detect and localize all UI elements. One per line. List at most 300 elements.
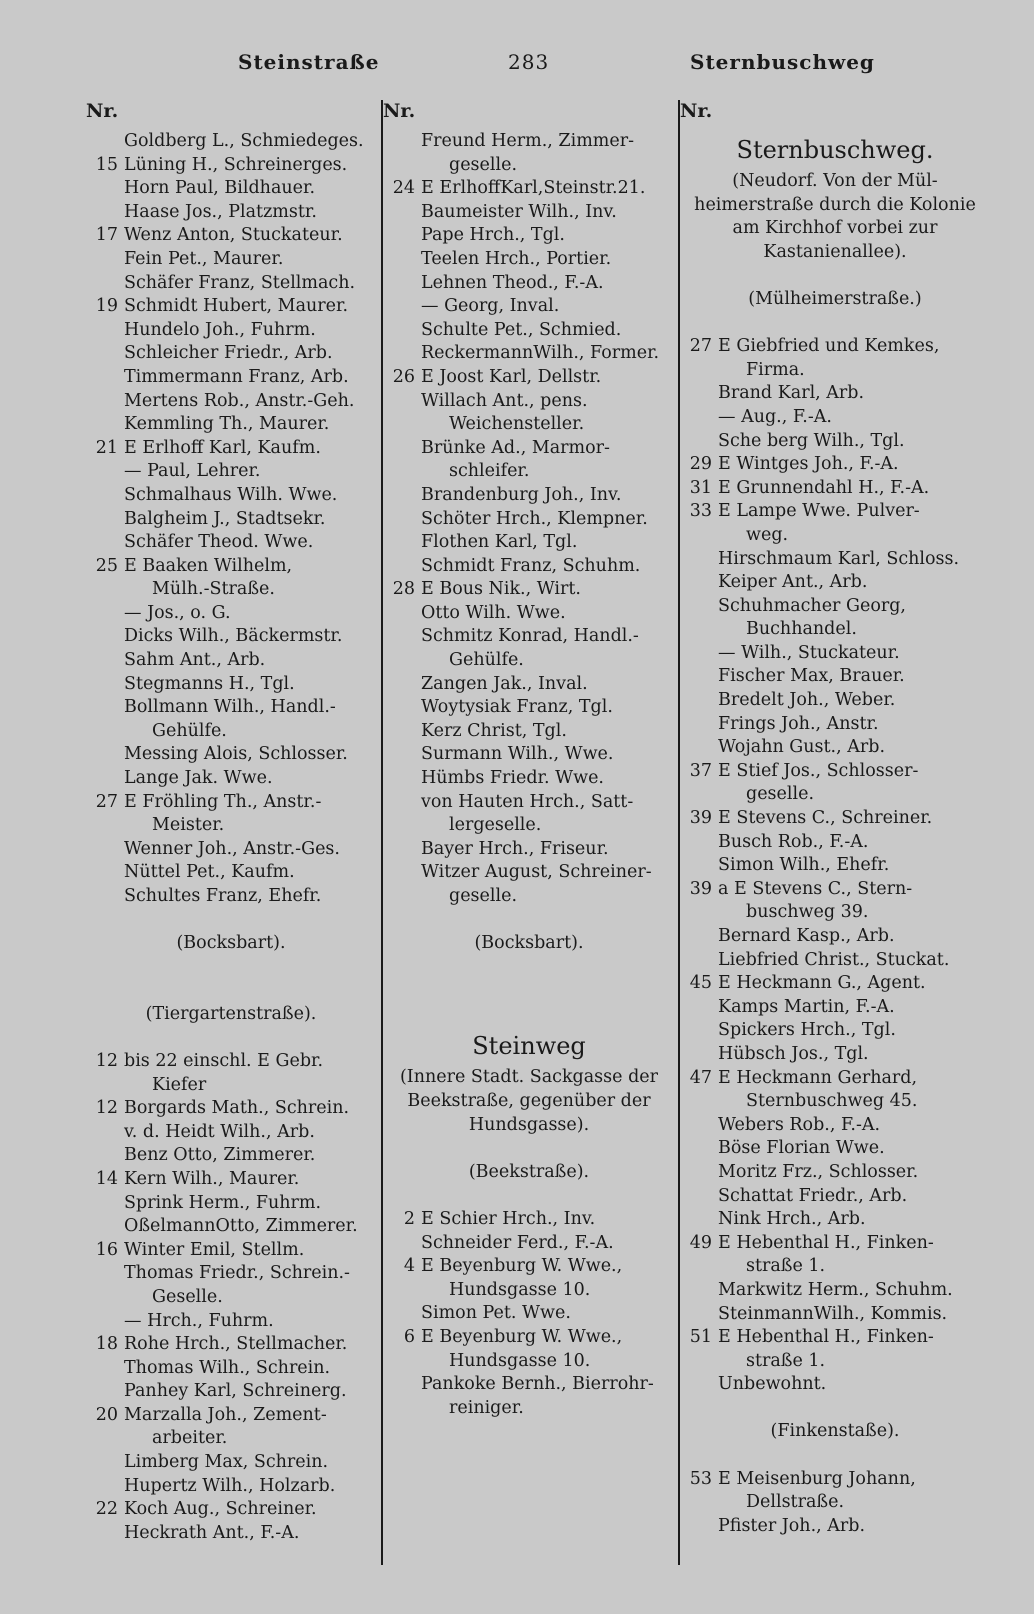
entry-line xyxy=(86,649,376,673)
entry-line xyxy=(680,1468,990,1492)
entry-text: Schäfer Theod. Wwe. xyxy=(124,532,314,553)
nr-label: Nr. xyxy=(680,100,713,122)
entry-text: E Heckmann G., Agent. xyxy=(718,973,926,994)
entry-line xyxy=(383,1208,675,1232)
entry-line xyxy=(383,1326,675,1350)
nr-label: Nr. xyxy=(383,100,416,122)
entry-line xyxy=(86,508,376,532)
entry-line xyxy=(383,1232,675,1256)
entry-line xyxy=(383,130,675,154)
entry-text: Bernard Kasp., Arb. xyxy=(718,926,895,946)
house-number: 25 xyxy=(95,555,118,576)
entry-text: Schmidt Hubert, Maurer. xyxy=(124,296,349,317)
entry-line xyxy=(86,1074,376,1098)
entry-line xyxy=(680,996,990,1020)
entry-line xyxy=(680,1420,990,1444)
entry-line xyxy=(86,1357,376,1381)
entry-text: E Heckmann Gerhard, xyxy=(718,1067,918,1088)
spacer xyxy=(86,909,376,933)
spacer xyxy=(383,1137,675,1161)
entry-text: Sprink Herm., Fuhrm. xyxy=(124,1192,322,1213)
entry-text: Lange Jak. Wwe. xyxy=(124,768,273,789)
house-number: 31 xyxy=(689,477,712,498)
entry-line xyxy=(86,861,376,885)
entry-text: Weichensteller. xyxy=(449,414,585,435)
entry-text: (Beekstraße). xyxy=(468,1161,590,1182)
entry-line xyxy=(383,319,675,343)
entry-line xyxy=(383,932,675,956)
entry-text: straße 1. xyxy=(746,1256,826,1277)
entry-line xyxy=(86,1192,376,1216)
entry-line xyxy=(680,170,990,194)
entry-line xyxy=(680,713,990,737)
entry-text: Sternbuschweg. xyxy=(736,136,934,164)
entry-line xyxy=(680,807,990,831)
entry-line xyxy=(383,673,675,697)
entry-text: Timmermann Franz, Arb. xyxy=(124,366,349,387)
entry-line xyxy=(383,342,675,366)
entry-text: Messing Alois, Schlosser. xyxy=(124,744,348,765)
entry-text: Freund Herm., Zimmer- xyxy=(421,131,635,151)
spacer xyxy=(383,1184,675,1208)
entry-text: Fein Pet., Maurer. xyxy=(124,248,284,269)
entry-line xyxy=(383,154,675,178)
entry-line xyxy=(680,571,990,595)
entry-text: Mertens Rob., Anstr.-Geh. xyxy=(124,390,355,411)
entry-text: (Bocksbart). xyxy=(474,933,584,954)
entry-text: buschweg 39. xyxy=(746,902,869,923)
entry-text: Gehülfe. xyxy=(449,650,524,671)
entry-text: Teelen Hrch., Portier. xyxy=(421,248,612,269)
entry-text: Hundsgasse 10. xyxy=(449,1350,591,1371)
entry-line xyxy=(383,602,675,626)
entry-text: (Finkenstaße). xyxy=(770,1421,900,1442)
entry-text: Firma. xyxy=(746,359,805,380)
entry-text: Hundelo Joh., Fuhrm. xyxy=(124,319,316,340)
entry-line xyxy=(680,1232,990,1256)
entry-text: (Neudorf. Von der Mül- xyxy=(732,171,938,191)
entry-text: (Innere Stadt. Sackgasse der xyxy=(399,1067,658,1088)
entry-line xyxy=(383,720,675,744)
entry-line xyxy=(383,838,675,862)
entry-text: Nink Hrch., Arb. xyxy=(718,1209,866,1230)
entry-line xyxy=(680,453,990,477)
entry-text: weg. xyxy=(746,524,789,545)
entry-line xyxy=(680,1350,990,1374)
house-number: 6 xyxy=(403,1326,415,1347)
house-number: 47 xyxy=(689,1067,712,1088)
entry-line xyxy=(680,1137,990,1161)
entry-text: E ErlhoffKarl,Steinstr.21. xyxy=(421,178,646,199)
entry-text: Liebfried Christ., Stuckat. xyxy=(718,949,950,970)
entry-text: Schäfer Franz, Stellmach. xyxy=(124,272,356,293)
entry-text: E Baaken Wilhelm, xyxy=(124,555,293,576)
entry-text: (Mülheimerstraße.) xyxy=(748,288,922,309)
house-number: 21 xyxy=(95,437,118,458)
house-number: 49 xyxy=(689,1232,712,1253)
entry-line xyxy=(86,791,376,815)
entry-text: Mülh.-Straße. xyxy=(152,579,275,600)
entry-text: Sternbuschweg 45. xyxy=(746,1091,918,1112)
entry-text: Simon Pet. Wwe. xyxy=(421,1303,571,1324)
entry-line xyxy=(86,460,376,484)
entry-line xyxy=(86,1286,376,1310)
entry-text: E Grunnendahl H., F.-A. xyxy=(718,477,930,498)
entry-line xyxy=(680,783,990,807)
entry-line xyxy=(383,696,675,720)
entry-line xyxy=(383,861,675,885)
entry-line xyxy=(86,413,376,437)
entry-text: Benz Otto, Zimmerer. xyxy=(124,1145,316,1166)
entry-line xyxy=(383,295,675,319)
entry-line xyxy=(383,767,675,791)
entry-text: Busch Rob., F.-A. xyxy=(718,831,869,852)
entry-text: Pape Hrch., Tgl. xyxy=(421,225,565,246)
entry-line xyxy=(680,1019,990,1043)
entry-line xyxy=(86,484,376,508)
entry-text: lergeselle. xyxy=(449,815,542,836)
entry-line xyxy=(383,885,675,909)
entry-line xyxy=(680,524,990,548)
entry-line xyxy=(86,932,376,956)
entry-text: von Hauten Hrch., Satt- xyxy=(421,791,634,812)
entry-line xyxy=(383,649,675,673)
entry-line xyxy=(680,901,990,925)
house-number: 2 xyxy=(403,1208,415,1229)
entry-line xyxy=(680,1303,990,1327)
entry-line xyxy=(86,1522,376,1546)
spacer xyxy=(383,909,675,933)
entry-line xyxy=(383,1397,675,1421)
house-number: 45 xyxy=(689,973,712,994)
entry-line xyxy=(86,130,376,154)
entry-line xyxy=(86,1475,376,1499)
entry-line xyxy=(86,767,376,791)
entry-text: (Bocksbart). xyxy=(176,933,286,954)
entry-text: Haase Jos., Platzmstr. xyxy=(124,201,317,222)
entry-line xyxy=(86,342,376,366)
entry-line xyxy=(680,288,990,312)
column-1 xyxy=(86,100,376,1545)
entry-text: E Bous Nik., Wirt. xyxy=(421,579,581,600)
entry-line xyxy=(383,272,675,296)
entry-text: Baumeister Wilh., Inv. xyxy=(421,201,617,222)
entry-line xyxy=(680,1326,990,1350)
entry-text: Meister. xyxy=(152,815,225,836)
entry-text: Geselle. xyxy=(152,1286,223,1307)
entry-text: E Hebenthal H., Finken- xyxy=(718,1232,934,1253)
entry-text: Wenner Joh., Anstr.-Ges. xyxy=(124,838,340,859)
house-number: 37 xyxy=(689,760,712,781)
entry-text: E Beyenburg W. Wwe., xyxy=(421,1256,623,1277)
entry-text: Balgheim J., Stadtsekr. xyxy=(124,508,326,529)
entry-text: Wenz Anton, Stuckateur. xyxy=(124,225,343,246)
entry-text: — Georg, Inval. xyxy=(421,296,560,317)
entry-text: — Jos., o. G. xyxy=(124,602,231,623)
entry-text: Hübsch Jos., Tgl. xyxy=(718,1043,869,1064)
entry-line xyxy=(680,760,990,784)
entry-text: Sche berg Wilh., Tgl. xyxy=(718,430,905,451)
entry-text: Schmalhaus Wilh. Wwe. xyxy=(124,484,338,505)
entry-text: Stegmanns H., Tgl. xyxy=(124,673,295,694)
entry-text: E Joost Karl, Dellstr. xyxy=(421,366,602,387)
entry-text: Hümbs Friedr. Wwe. xyxy=(421,768,604,789)
entry-text: Bayer Hrch., Friseur. xyxy=(421,838,609,859)
entry-line xyxy=(383,555,675,579)
entry-text: — Wilh., Stuckateur. xyxy=(718,642,900,663)
column-3 xyxy=(680,100,990,1538)
entry-text: Unbewohnt. xyxy=(718,1374,827,1395)
entry-line xyxy=(680,359,990,383)
entry-line xyxy=(680,854,990,878)
entry-line xyxy=(680,130,990,170)
entry-line xyxy=(680,831,990,855)
entry-line xyxy=(383,578,675,602)
entry-text: Frings Joh., Anstr. xyxy=(718,713,879,734)
house-number: 12 xyxy=(95,1098,118,1119)
entry-line xyxy=(383,1302,675,1326)
entry-text: Moritz Frz., Schlosser. xyxy=(718,1161,919,1182)
entry-line xyxy=(383,224,675,248)
entry-line xyxy=(383,460,675,484)
entry-text: straße 1. xyxy=(746,1350,826,1371)
entry-line xyxy=(680,689,990,713)
entry-line xyxy=(383,413,675,437)
house-number: 27 xyxy=(689,336,712,357)
entry-text: Brandenburg Joh., Inv. xyxy=(421,484,622,505)
house-number: 18 xyxy=(95,1334,118,1355)
entry-line xyxy=(680,382,990,406)
entry-text: Pfister Joh., Arb. xyxy=(718,1515,866,1536)
entry-line xyxy=(680,736,990,760)
entry-line xyxy=(86,201,376,225)
entry-line xyxy=(86,224,376,248)
entry-text: Surmann Wilh., Wwe. xyxy=(421,744,614,765)
entry-text: Nüttel Pet., Kaufm. xyxy=(124,862,295,883)
entry-line xyxy=(86,319,376,343)
entry-text: Kern Wilh., Maurer. xyxy=(124,1168,300,1189)
entry-text: geselle. xyxy=(746,784,815,805)
entry-text: Simon Wilh., Ehefr. xyxy=(718,855,890,876)
spacer xyxy=(680,1397,990,1421)
entry-line xyxy=(86,1310,376,1334)
entry-text: E Stevens C., Schreiner. xyxy=(718,808,933,829)
entry-text: Thomas Friedr., Schrein.- xyxy=(124,1263,350,1284)
house-number: 17 xyxy=(95,225,118,246)
entry-line xyxy=(86,1168,376,1192)
entry-line xyxy=(680,1279,990,1303)
entry-line xyxy=(680,406,990,430)
entry-line xyxy=(86,1451,376,1475)
entry-text: Witzer August, Schreiner- xyxy=(421,862,652,883)
entry-line xyxy=(680,1515,990,1539)
entry-text: Marzalla Joh., Zement- xyxy=(124,1404,327,1425)
entry-line xyxy=(680,500,990,524)
entry-line xyxy=(680,241,990,265)
house-number: 39 xyxy=(689,878,712,899)
header-left: Steinstraße xyxy=(238,50,380,74)
entry-line xyxy=(680,1373,990,1397)
entry-line xyxy=(86,1333,376,1357)
nr-label: Nr. xyxy=(86,100,119,122)
entry-text: Schneider Ferd., F.-A. xyxy=(421,1232,614,1253)
header-right: Sternbuschweg xyxy=(690,50,875,74)
entry-text: Markwitz Herm., Schuhm. xyxy=(718,1279,953,1300)
entry-line xyxy=(86,366,376,390)
entry-line xyxy=(86,437,376,461)
entry-line xyxy=(86,720,376,744)
entry-line xyxy=(86,1097,376,1121)
entry-text: Böse Florian Wwe. xyxy=(718,1138,885,1159)
entry-text: E Erlhoff Karl, Kaufm. xyxy=(124,437,321,458)
entry-line xyxy=(680,335,990,359)
entry-text: Hundsgasse). xyxy=(468,1114,590,1135)
entry-text: Sahm Ant., Arb. xyxy=(124,650,266,671)
entry-text: Horn Paul, Bildhauer. xyxy=(124,178,316,199)
entry-line xyxy=(383,177,675,201)
entry-line xyxy=(383,1090,675,1114)
entry-line xyxy=(680,949,990,973)
entry-line xyxy=(383,625,675,649)
entry-line xyxy=(86,154,376,178)
entry-text: Schultes Franz, Ehefr. xyxy=(124,886,322,906)
entry-text: OßelmannOtto, Zimmerer. xyxy=(124,1216,358,1237)
entry-text: (Tiergartenstraße). xyxy=(145,1003,317,1024)
entry-text: Schmidt Franz, Schuhm. xyxy=(421,555,641,576)
entry-line xyxy=(680,477,990,501)
entry-text: SteinmannWilh., Kommis. xyxy=(718,1303,948,1324)
entry-line xyxy=(86,177,376,201)
entry-line xyxy=(86,814,376,838)
entry-line xyxy=(680,217,990,241)
entry-text: — Hrch., Fuhrm. xyxy=(124,1310,274,1331)
entry-line xyxy=(383,484,675,508)
entry-text: ReckermannWilh., Former. xyxy=(421,343,660,364)
entry-text: arbeiter. xyxy=(152,1428,228,1449)
entry-line xyxy=(383,508,675,532)
entry-line xyxy=(383,791,675,815)
entry-text: Schleicher Friedr., Arb. xyxy=(124,343,333,364)
entry-text: Keiper Ant., Arb. xyxy=(718,572,868,593)
entry-line xyxy=(86,1050,376,1074)
entry-line xyxy=(383,531,675,555)
house-number: 28 xyxy=(392,579,415,600)
entry-line xyxy=(680,1114,990,1138)
entry-text: Schöter Hrch., Klempner. xyxy=(421,508,648,529)
entry-line xyxy=(86,1239,376,1263)
entry-text: Goldberg L., Schmiedeges. xyxy=(124,131,364,151)
house-number: 22 xyxy=(95,1499,118,1520)
entry-text: Kamps Martin, F.-A. xyxy=(718,996,895,1017)
entry-text: Gehülfe. xyxy=(152,720,227,741)
house-number: 4 xyxy=(403,1256,415,1277)
entry-text: Otto Wilh. Wwe. xyxy=(421,602,566,623)
entry-line xyxy=(86,838,376,862)
entry-text: Hirschmaum Karl, Schloss. xyxy=(718,548,960,569)
entry-line xyxy=(383,1279,675,1303)
spacer xyxy=(383,1003,675,1027)
entry-line xyxy=(383,1373,675,1397)
entry-line xyxy=(680,878,990,902)
entry-text: Dicks Wilh., Bäckermstr. xyxy=(124,626,343,647)
entry-text: Buchhandel. xyxy=(746,619,857,640)
entry-line xyxy=(680,430,990,454)
entry-text: am Kirchhof vorbei zur xyxy=(732,218,938,239)
entry-line xyxy=(680,1067,990,1091)
entry-text: E Giebfried und Kemkes, xyxy=(718,336,940,357)
entry-text: Fischer Max, Brauer. xyxy=(718,666,905,687)
entry-text: Dellstraße. xyxy=(746,1492,845,1513)
entry-line xyxy=(383,814,675,838)
entry-text: geselle. xyxy=(449,886,518,906)
house-number: 19 xyxy=(95,296,118,317)
entry-line xyxy=(680,595,990,619)
entry-text: Flothen Karl, Tgl. xyxy=(421,532,578,553)
entry-line xyxy=(680,1185,990,1209)
house-number: 29 xyxy=(689,454,712,475)
entry-text: schleifer. xyxy=(449,461,530,482)
entry-line xyxy=(383,390,675,414)
entry-text: Bollmann Wilh., Handl.- xyxy=(124,697,336,718)
entry-line xyxy=(86,1404,376,1428)
entry-line xyxy=(383,248,675,272)
house-number: 16 xyxy=(95,1239,118,1260)
entry-text: Hundsgasse 10. xyxy=(449,1279,591,1300)
entry-line xyxy=(86,390,376,414)
house-number: 24 xyxy=(392,178,415,199)
entry-line xyxy=(680,1090,990,1114)
entry-text: Spickers Hrch., Tgl. xyxy=(718,1020,896,1041)
entry-text: Thomas Wilh., Schrein. xyxy=(124,1357,331,1378)
entry-line xyxy=(86,1003,376,1027)
entry-line xyxy=(680,1043,990,1067)
spacer xyxy=(86,1026,376,1050)
entry-line xyxy=(680,548,990,572)
house-number: 15 xyxy=(95,154,118,175)
house-number: 12 xyxy=(95,1050,118,1071)
entry-line xyxy=(86,885,376,909)
entry-text: Pankoke Bernh., Bierrohr- xyxy=(421,1374,654,1395)
entry-text: Willach Ant., pens. xyxy=(421,390,588,411)
entry-text: Kastanienallee). xyxy=(763,241,907,262)
entry-text: E Fröhling Th., Anstr.- xyxy=(124,791,322,812)
entry-line xyxy=(86,1144,376,1168)
entry-line xyxy=(383,743,675,767)
entry-text: E Beyenburg W. Wwe., xyxy=(421,1326,623,1347)
entry-line xyxy=(86,1498,376,1522)
entry-line xyxy=(86,696,376,720)
entry-line xyxy=(680,925,990,949)
entry-line xyxy=(86,1121,376,1145)
entry-text: Kemmling Th., Maurer. xyxy=(124,414,330,435)
entry-text: Hupertz Wilh., Holzarb. xyxy=(124,1475,336,1496)
entry-text: Wojahn Gust., Arb. xyxy=(718,737,886,758)
entry-line xyxy=(86,295,376,319)
entry-text: Schmitz Konrad, Handl.- xyxy=(421,626,639,647)
entry-text: Webers Rob., F.-A. xyxy=(718,1114,881,1135)
house-number: 39 xyxy=(689,808,712,829)
entry-text: Winter Emil, Stellm. xyxy=(124,1239,305,1260)
entry-line xyxy=(680,665,990,689)
entry-text: E Wintges Joh., F.-A. xyxy=(718,454,899,475)
entry-text: Kerz Christ, Tgl. xyxy=(421,720,567,741)
entry-line xyxy=(383,201,675,225)
column-2 xyxy=(383,100,675,1420)
spacer xyxy=(86,956,376,1003)
entry-text: geselle. xyxy=(449,154,518,175)
spacer xyxy=(383,956,675,1003)
entry-text: Kiefer xyxy=(152,1074,207,1095)
